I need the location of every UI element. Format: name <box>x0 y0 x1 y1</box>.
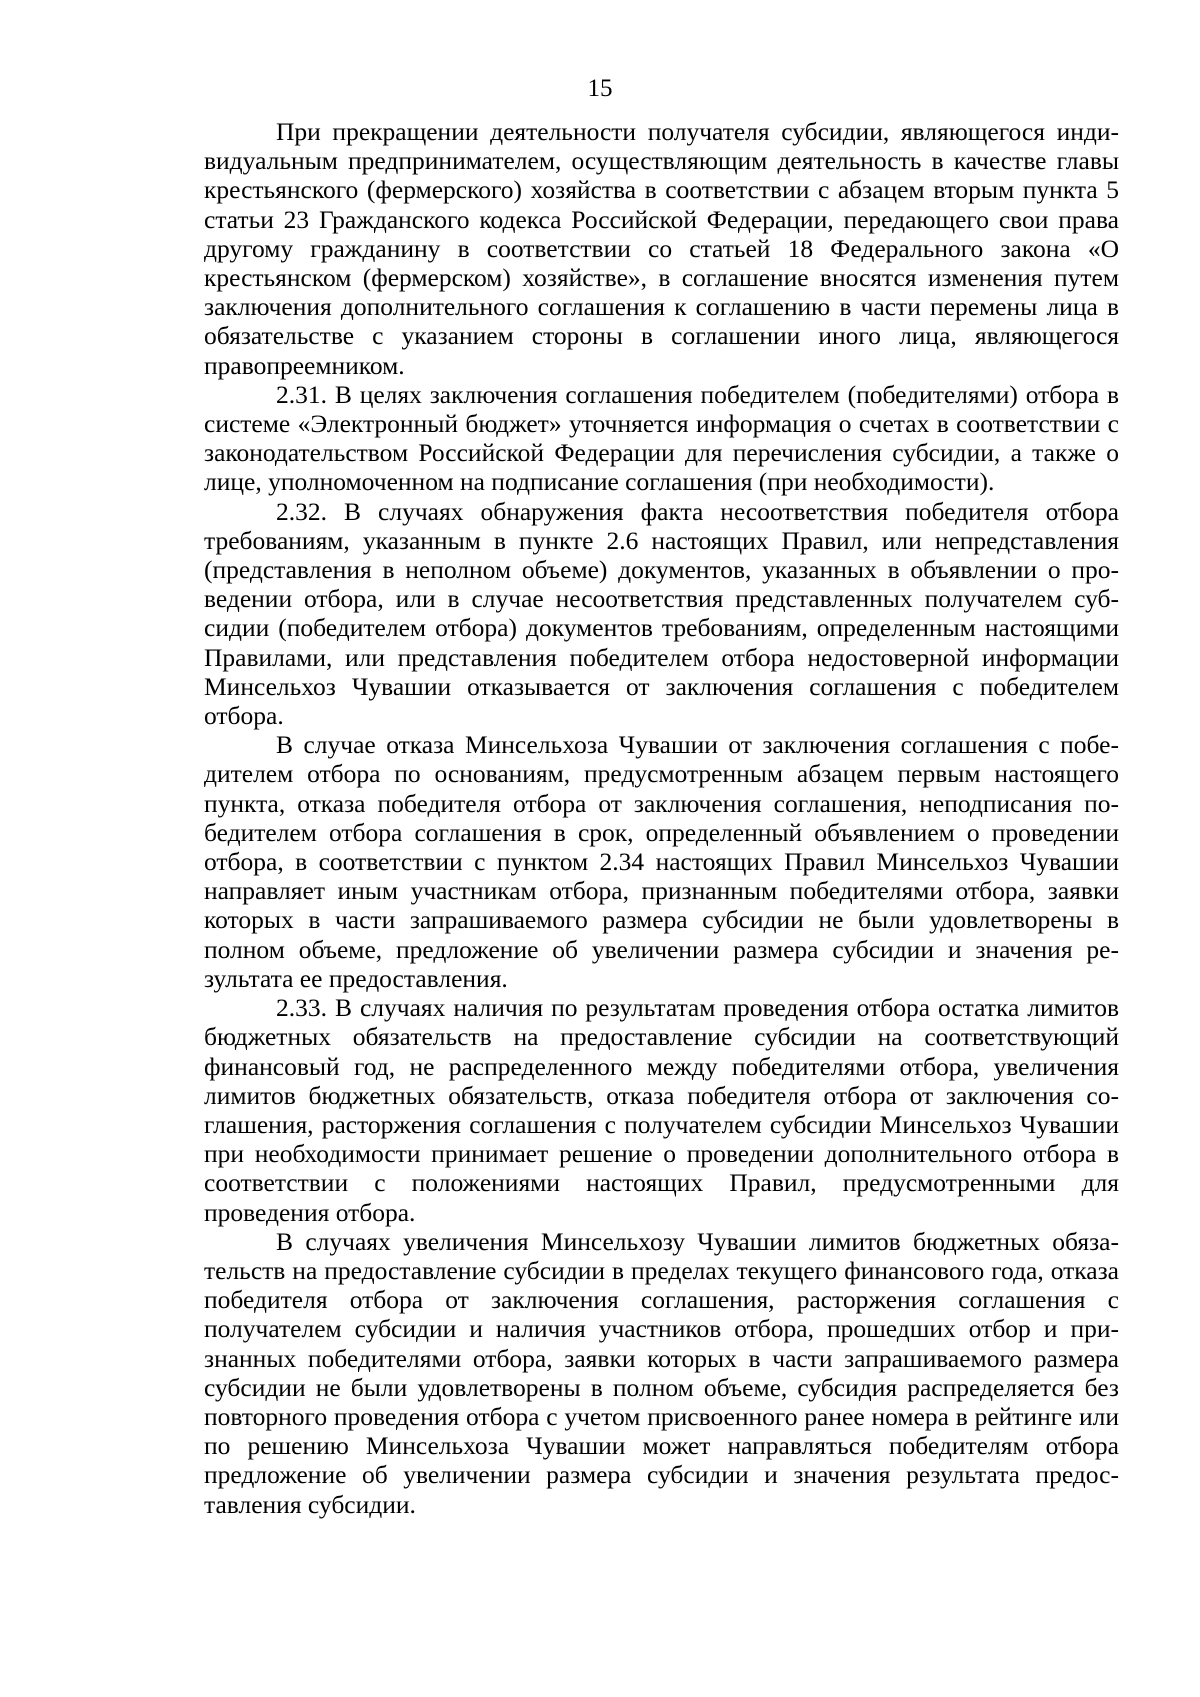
paragraph-2-31: 2.31. В целях заключения соглашения победителем (победителями) отбора в системе «Электронный бюджет» уточняется информация о счетах в соответствии с законодательством Российской Федерации для перечисления субсидии, а также о лице, уполномоченном на подписание соглашения (при необходимости). <box>204 379 1119 497</box>
paragraph-2-32: 2.32. В случаях обнаружения факта несоответствия победителя отбора требованиям, указанным в пункте 2.6 настоящих Правил, или непредставления (представления в неполном объеме) документов, указанных в объявлении о проведении отбора, или в случае несоответствия представленных получателем субсидии (победителем отбора) документов требованиям, определенным настоящими Правилами, или представления победителем отбора недостоверной информации Минсельхоз Чувашии отказывается от заключения соглашения с победителем отбора. <box>204 496 1119 731</box>
body-text <box>204 117 1119 1519</box>
paragraph-refusal-case: В случае отказа Минсельхоза Чувашии от заключения соглашения с победителем отбора по основаниям, предусмотренным абзацем первым настоящего пункта, отказа победителя отбора от заключения соглашения, неподписания победителем отбора соглашения в срок, определенный объявлением о проведении отбора, в соответствии с пунктом 2.34 настоящих Правил Минсельхоз Чувашии направляет иным участникам отбора, признанным победителями отбора, заявки которых в части запрашиваемого размера субсидии не были удовлетворены в полном объеме, предложение об увеличении размера субсидии и значения результата ее предоставления. <box>204 730 1119 993</box>
paragraph-recipient-termination: При прекращении деятельности получателя субсидии, являющегося индивидуальным предпринимателем, осуществляющим деятельность в качестве главы крестьянского (фермерского) хозяйства в соответствии с абзацем вторым пункта 5 статьи 23 Гражданского кодекса Российской Федерации, передающего свои права другому гражданину в соответствии со статьей 18 Федерального закона «О крестьянском (фермерском) хозяйстве», в соглашение вносятся изменения путем заключения дополнительного соглашения к соглашению в части перемены лица в обязательстве с указанием стороны в соглашении иного лица, являющегося правопреемником. <box>204 117 1119 380</box>
paragraph-limits-increase: В случаях увеличения Минсельхозу Чувашии лимитов бюджетных обязательств на предоставление субсидии в пределах текущего финансового года, отказа победителя отбора от заключения соглашения, расторжения соглашения с получателем субсидии и наличия участников отбора, прошедших отбор и признанных победителями отбора, заявки которых в части запрашиваемого размера субсидии не были удовлетворены в полном объеме, субсидия распределяется без повторного проведения отбора с учетом присвоенного ранее номера в рейтинге или по решению Минсельхоза Чувашии может направляться победителям отбора предложение об увеличении размера субсидии и значения результата предоставления субсидии. <box>204 1226 1119 1519</box>
page-number: 15 <box>587 75 613 102</box>
paragraph-2-33: 2.33. В случаях наличия по результатам проведения отбора остатка лимитов бюджетных обязательств на предоставление субсидии на соответствующий финансовый год, не распределенного между победителями отбора, увеличения лимитов бюджетных обязательств, отказа победителя отбора от заключения соглашения, расторжения соглашения с получателем субсидии Минсельхоз Чувашии при необходимости принимает решение о проведении дополнительного отбора в соответствии с положениями настоящих Правил, предусмотренными для проведения отбора. <box>204 993 1119 1227</box>
